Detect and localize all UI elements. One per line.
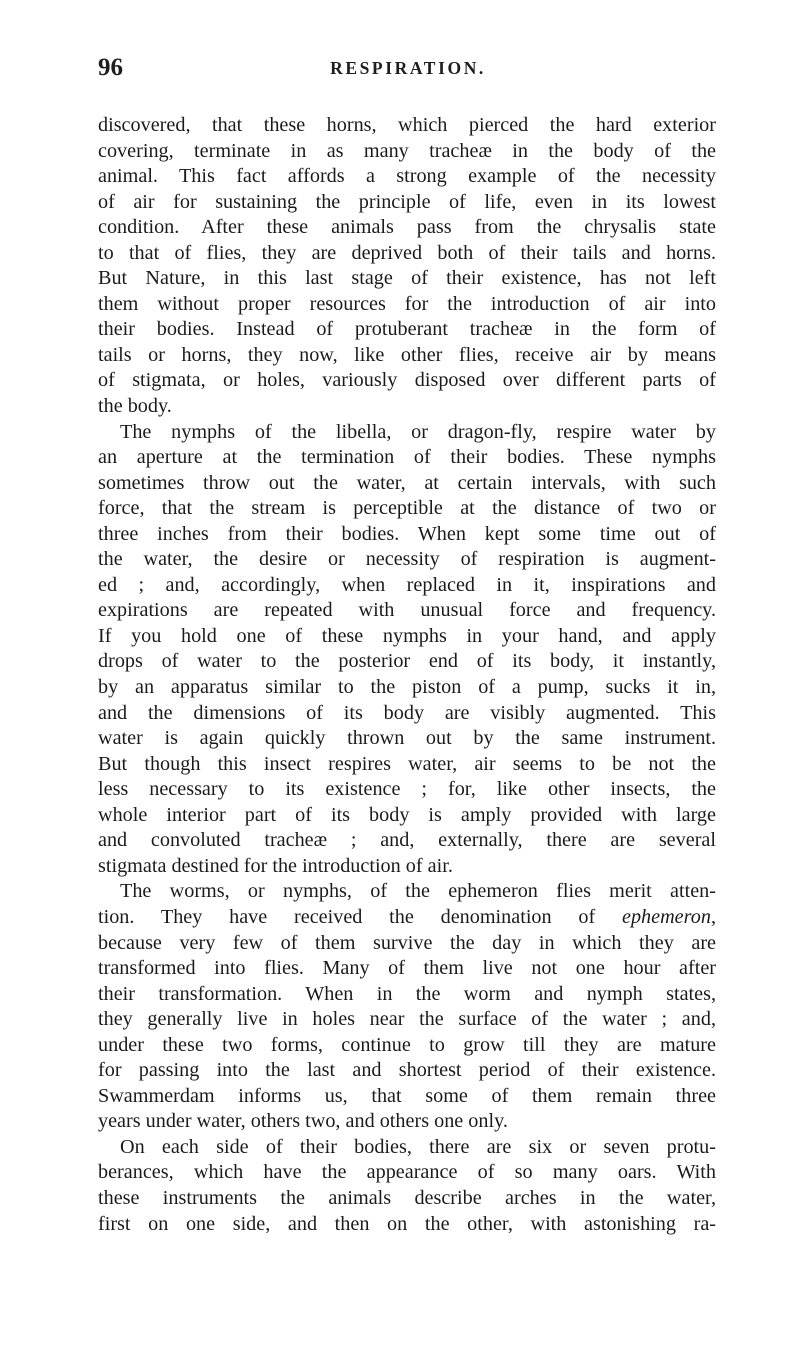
text-line: of stigmata, or holes, variously disposed over different parts of [98,369,716,392]
text-line: under these two forms, continue to grow till they are mature [98,1033,716,1056]
text-line: water is again quickly thrown out by the same instrument. [98,727,716,750]
text-line: years under water, others two, and others one only. [98,1110,508,1133]
text-line: because very few of them survive the day in which they are [98,931,716,954]
text-line: first on one side, and then on the other, with astonishing ra- [98,1212,716,1235]
text-line: for passing into the last and shortest period of their existence. [98,1059,716,1082]
text-line: these instruments the animals describe arches in the water, [98,1186,716,1209]
text-line: by an apparatus similar to the piston of a pump, sucks it in, [98,676,716,699]
text-line: to that of flies, they are deprived both of their tails and horns. [98,241,716,264]
text-line: Swammerdam informs us, that some of them remain three [98,1084,716,1107]
text-line: the body. [98,395,172,418]
text-line: But Nature, in this last stage of their existence, has not left [98,267,716,290]
text-line [98,905,716,931]
italic-term: ephemeron [622,905,711,928]
text-line: If you hold one of these nymphs in your hand, and apply [98,624,716,647]
text-line: discovered, that these horns, which pierced the hard exterior [98,114,716,136]
text-line: less necessary to its existence ; for, like other insects, the [98,778,716,801]
text-line: three inches from their bodies. When kept some time out of [98,522,716,545]
text-line: and convoluted tracheæ ; and, externally, there are several [98,829,716,852]
text-line: condition. After these animals pass from the chrysalis state [98,216,716,239]
text-line: drops of water to the posterior end of its body, it instantly, [98,650,716,673]
text-line: their transformation. When in the worm and nymph states, [98,982,716,1005]
text-line: their bodies. Instead of protuberant tracheæ in the form of [98,318,716,341]
text-line: On each side of their bodies, there are six or seven protu- [120,1135,716,1158]
text-line: ed ; and, accordingly, when replaced in it, inspirations and [98,573,716,596]
text-line: and the dimensions of its body are visibly augmented. This [98,701,716,724]
text-line: But though this insect respires water, air seems to be not the [98,752,716,775]
text-line: The nymphs of the libella, or dragon-fly, respire water by [120,420,716,443]
running-head [98,54,718,84]
text-line: transformed into flies. Many of them live not one hour after [98,957,716,980]
text-fragment: tion. They have received the denomination of [98,905,596,928]
text-line: an aperture at the termination of their bodies. These nymphs [98,446,716,469]
text-line: they generally live in holes near the surface of the water ; and, [98,1008,716,1031]
text-line: animal. This fact affords a strong example of the necessity [98,165,716,188]
page-number: 96 [98,54,123,81]
text-line: expirations are repeated with unusual force and frequency. [98,599,716,622]
text-line: The worms, or nymphs, of the ephemeron flies merit atten- [120,880,716,903]
text-line: of air for sustaining the principle of life, even in its lowest [98,190,716,213]
body-text [98,113,716,1237]
text-line: stigmata destined for the introduction of air. [98,854,453,877]
text-fragment: , [710,905,716,928]
text-line: the water, the desire or necessity of respiration is augment- [98,548,716,571]
text-line: covering, terminate in as many tracheæ in the body of the [98,139,716,162]
running-title: RESPIRATION. [330,58,486,78]
text-line: them without proper resources for the introduction of air into [98,292,716,315]
text-line: force, that the stream is perceptible at the distance of two or [98,497,716,520]
text-line: sometimes throw out the water, at certain intervals, with such [98,471,716,494]
text-line: berances, which have the appearance of so many oars. With [98,1161,716,1184]
text-line: whole interior part of its body is amply provided with large [98,803,716,826]
text-line: tails or horns, they now, like other flies, receive air by means [98,343,716,366]
